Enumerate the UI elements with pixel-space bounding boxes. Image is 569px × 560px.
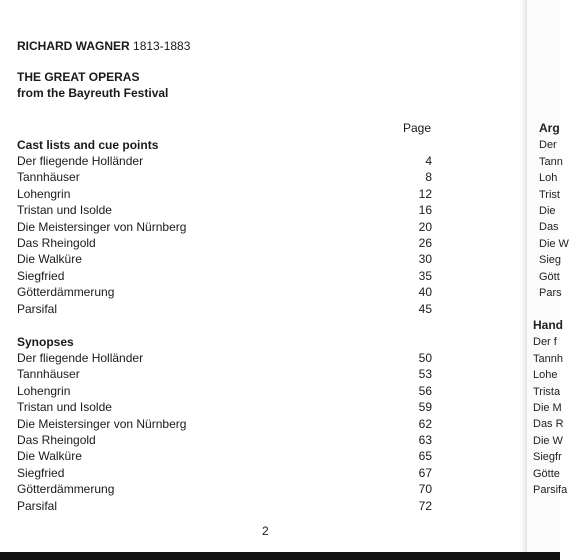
toc-entry-title: Die Walküre xyxy=(17,252,82,267)
toc-entry-page: 35 xyxy=(418,268,432,283)
page-number: 2 xyxy=(262,524,269,538)
toc-entry xyxy=(17,235,432,251)
toc-entry xyxy=(17,251,432,267)
toc-entry xyxy=(17,284,432,300)
toc-entry-page: 62 xyxy=(418,416,432,431)
right-list-item: Pars xyxy=(539,287,562,300)
toc-entry-page: 65 xyxy=(418,449,432,464)
right-list-item: Das xyxy=(539,221,559,234)
toc-entry-page: 67 xyxy=(418,465,432,480)
section-title: Synopses xyxy=(17,335,74,349)
right-list-item: Tannh xyxy=(533,352,563,365)
toc-entry-title: Siegfried xyxy=(17,268,65,283)
right-section-title: Arg xyxy=(539,121,560,135)
toc-entry xyxy=(17,301,432,317)
right-section-hand xyxy=(533,317,567,498)
toc-entry-title: Tannhäuser xyxy=(17,170,80,185)
toc-entry-page: 20 xyxy=(418,219,432,234)
toc-entry-page: 53 xyxy=(418,367,432,382)
toc-entry-title: Der fliegende Holländer xyxy=(17,154,144,168)
synopses-list xyxy=(17,350,432,514)
right-list-item: Trista xyxy=(533,385,561,398)
right-list-item: Siegfr xyxy=(533,451,562,464)
right-list-item: Der xyxy=(539,139,557,152)
toc-entry-page: 30 xyxy=(418,252,432,267)
toc-entry xyxy=(17,219,432,235)
toc-entry-title: Lohengrin xyxy=(17,186,71,201)
toc-entry-title: Das Rheingold xyxy=(17,236,96,251)
toc-entry-page: 26 xyxy=(418,236,432,251)
toc-entry xyxy=(17,202,432,218)
toc-entry-title: Götterdämmerung xyxy=(17,482,115,497)
toc-entry-title: Tristan und Isolde xyxy=(17,203,112,218)
toc-entry-title: Siegfried xyxy=(17,465,65,480)
toc-entry-title: Götterdämmerung xyxy=(17,285,115,300)
toc-entry-page: 45 xyxy=(418,301,432,316)
right-section-title: Hand xyxy=(533,318,563,332)
toc-entry xyxy=(17,169,432,185)
toc-entry xyxy=(17,399,432,415)
toc-entry xyxy=(17,416,432,432)
composer-name: RICHARD WAGNER xyxy=(17,39,130,53)
cast-section xyxy=(17,137,432,317)
toc-entry-title: Das Rheingold xyxy=(17,433,96,448)
toc-entry xyxy=(17,481,432,497)
right-list-item: Der f xyxy=(533,336,557,349)
right-list-item: Sieg xyxy=(539,254,562,267)
right-list-item: Die xyxy=(539,205,556,218)
right-list-item: Tann xyxy=(539,155,563,168)
right-list-item: Götte xyxy=(533,467,560,480)
right-section-arguments xyxy=(539,120,569,301)
album-title-line2: from the Bayreuth Festival xyxy=(17,86,169,100)
toc-entry-page: 12 xyxy=(418,186,432,201)
right-list-item: Das R xyxy=(533,418,564,431)
toc-entry xyxy=(17,268,432,284)
composer-heading xyxy=(17,38,190,54)
toc-entry-title: Die Meistersinger von Nürnberg xyxy=(17,416,187,431)
right-list-item: Parsifa xyxy=(533,484,568,497)
right-page xyxy=(527,0,569,552)
page-column-label: Page xyxy=(403,121,432,135)
toc-entry xyxy=(17,383,432,399)
toc-entry-page: 70 xyxy=(418,482,432,497)
toc-entry-page: 4 xyxy=(425,154,432,168)
section-title: Cast lists and cue points xyxy=(17,138,159,152)
toc-entry-page: 50 xyxy=(418,351,432,365)
toc-entry xyxy=(17,350,432,366)
toc-entry xyxy=(17,432,432,448)
scan-edge xyxy=(0,552,560,560)
toc-entry-page: 56 xyxy=(418,383,432,398)
right-list-1 xyxy=(539,137,569,301)
toc-entry-title: Tristan und Isolde xyxy=(17,400,112,415)
toc-entry-title: Die Walküre xyxy=(17,449,82,464)
right-list-item: Die M xyxy=(533,402,562,415)
toc-entry-page: 59 xyxy=(418,400,432,415)
right-list-item: Trist xyxy=(539,188,560,201)
toc-entry-page: 63 xyxy=(418,433,432,448)
album-title xyxy=(17,69,168,101)
toc-entry-title: Die Meistersinger von Nürnberg xyxy=(17,219,187,234)
toc-entry-page: 8 xyxy=(425,170,432,185)
right-list-item: Loh xyxy=(539,172,558,185)
cast-list xyxy=(17,153,432,317)
toc-entry-title: Der fliegende Holländer xyxy=(17,351,144,365)
toc-entry xyxy=(17,186,432,202)
toc-entry xyxy=(17,448,432,464)
right-list-item: Lohe xyxy=(533,369,558,382)
toc-entry xyxy=(17,153,432,169)
toc-entry xyxy=(17,498,432,514)
right-list-2 xyxy=(533,334,567,498)
synopses-section xyxy=(17,334,432,514)
toc-entry-title: Tannhäuser xyxy=(17,367,80,382)
toc-entry-title: Parsifal xyxy=(17,498,58,513)
toc-entry-title: Parsifal xyxy=(17,301,58,316)
toc-entry xyxy=(17,366,432,382)
toc-entry xyxy=(17,465,432,481)
right-list-item: Gött xyxy=(539,270,560,283)
album-title-line1: THE GREAT OPERAS xyxy=(17,70,140,84)
toc-entry-page: 72 xyxy=(418,498,432,513)
right-list-item: Die W xyxy=(533,434,563,447)
composer-dates: 1813-1883 xyxy=(133,39,191,53)
toc-entry-page: 40 xyxy=(418,285,432,300)
toc-entry-page: 16 xyxy=(418,203,432,218)
toc-entry-title: Lohengrin xyxy=(17,383,71,398)
right-list-item: Die W xyxy=(539,237,569,250)
